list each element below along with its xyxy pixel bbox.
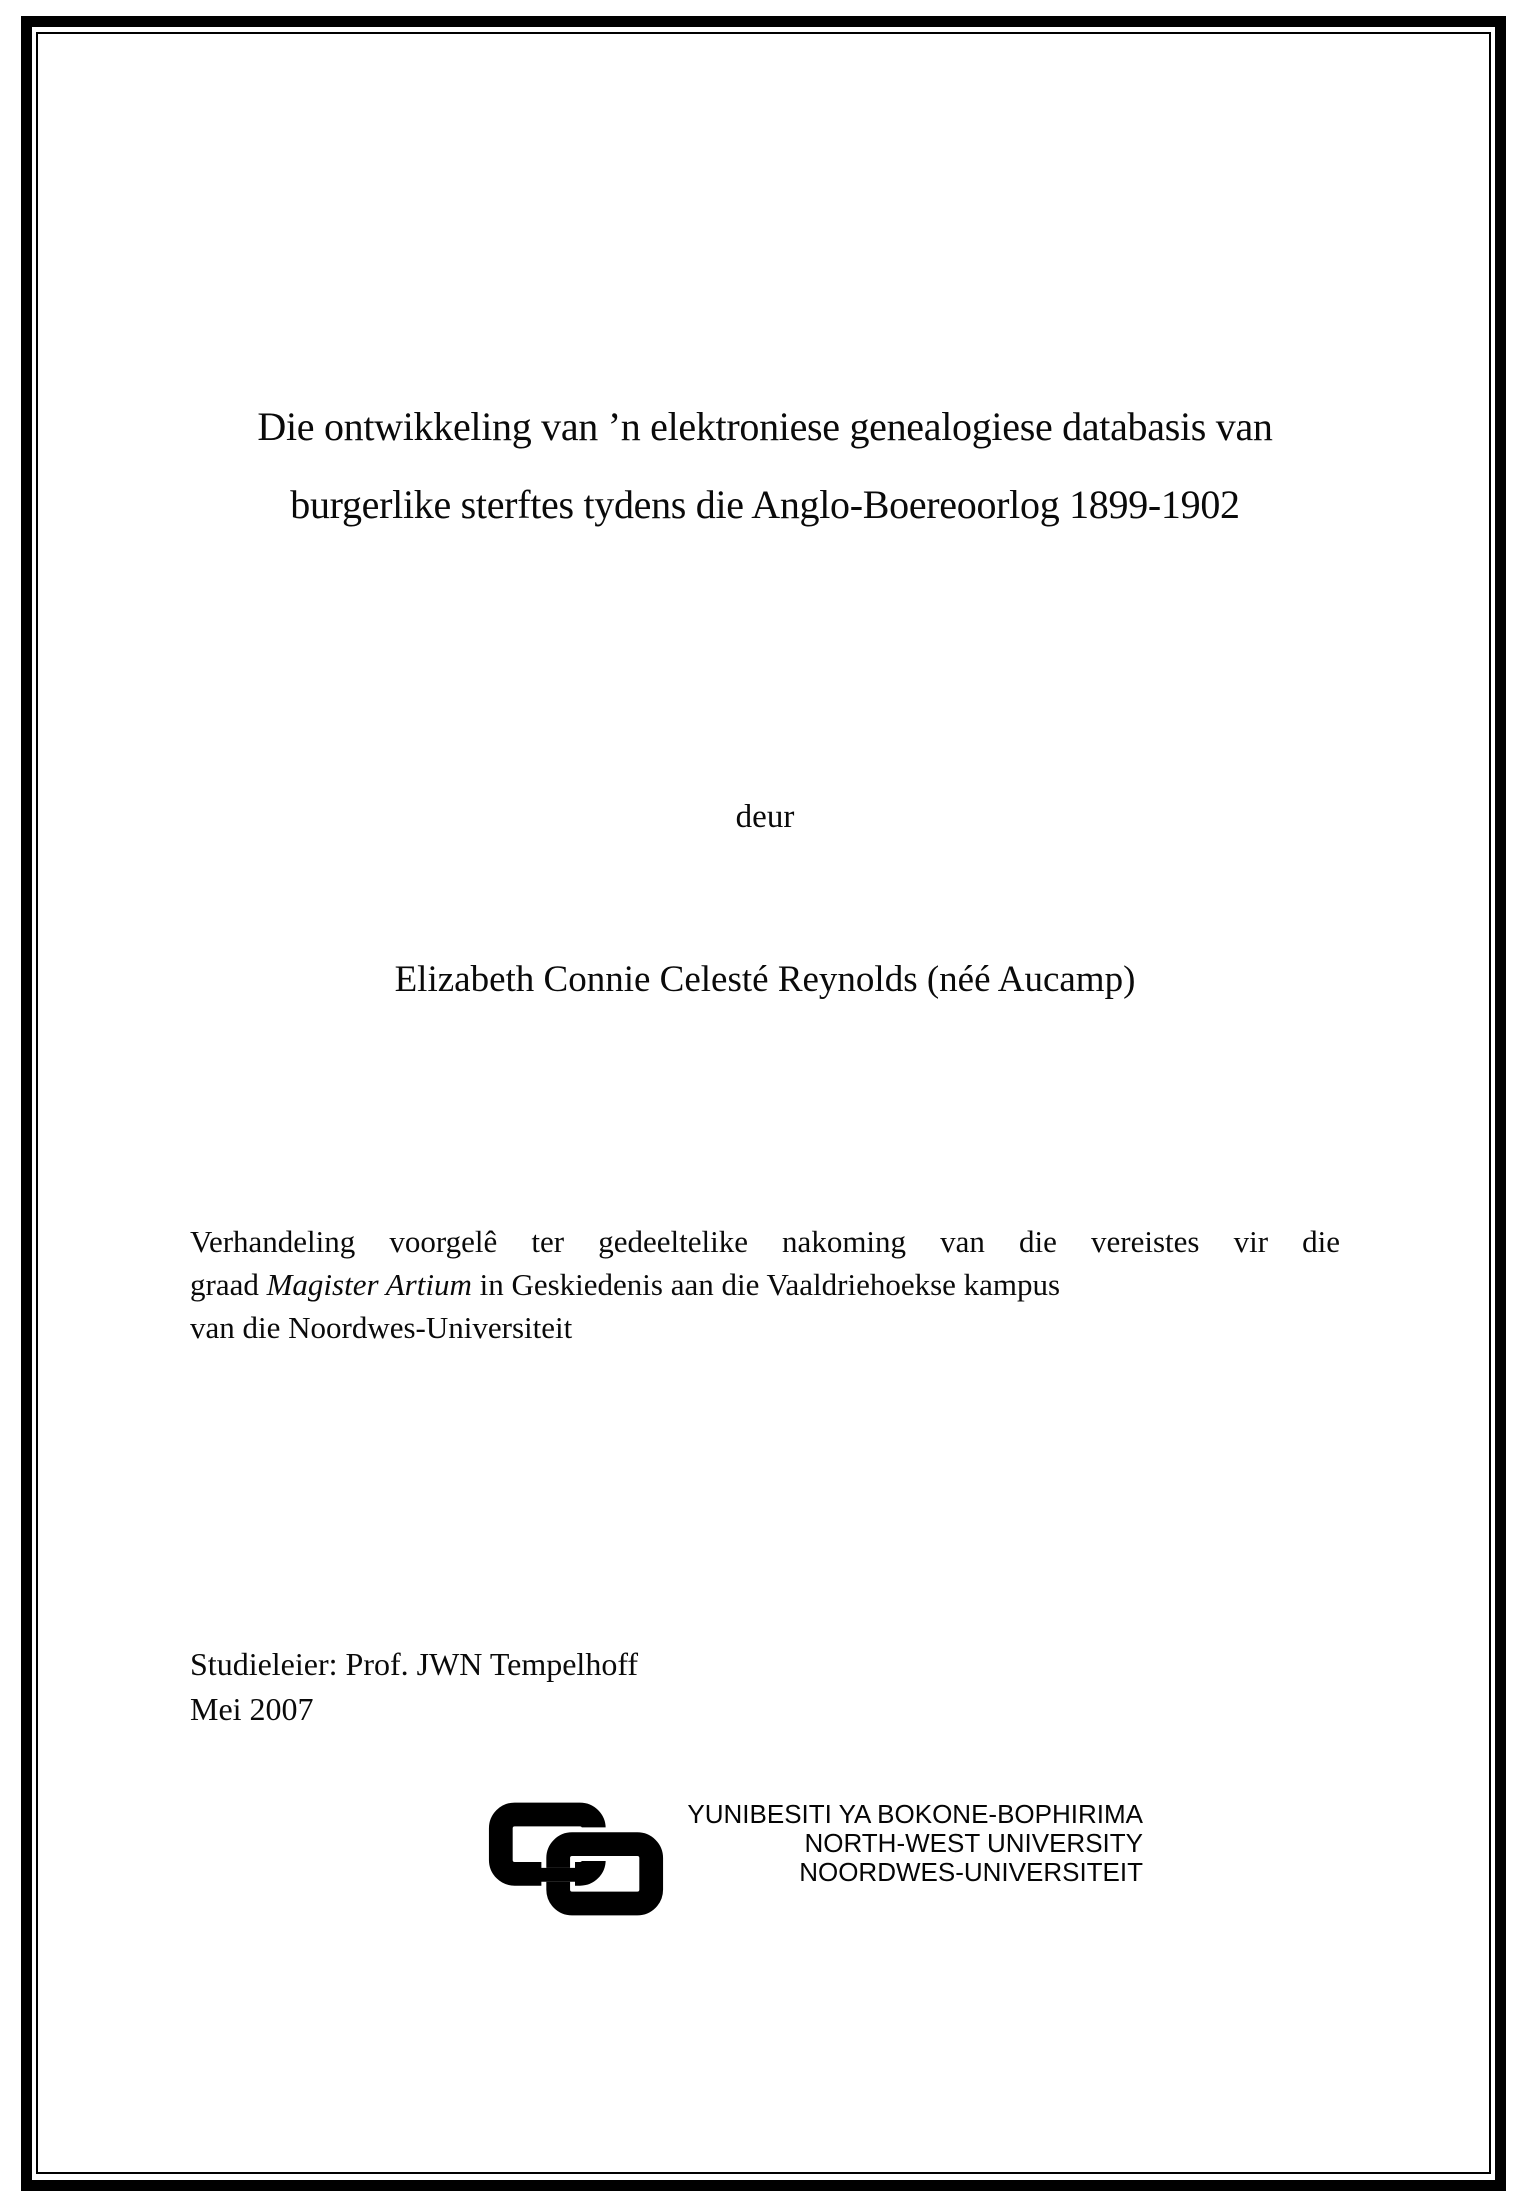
logo-text-setswana: YUNIBESITI YA BOKONE-BOPHIRIMA: [687, 1799, 1143, 1829]
page-title-line1: Die ontwikkeling van ’n elektroniese genealogiese databasis van: [257, 404, 1273, 449]
thesis-line2-post: in Geskiedenis aan die Vaaldriehoekse kampus: [471, 1267, 1061, 1302]
thesis-statement-line1: Verhandeling voorgelê ter gedeeltelike nakoming van die vereistes vir die: [190, 1224, 1340, 1259]
supervisor-block: [190, 1642, 1340, 1732]
page-title-line2: burgerlike sterftes tydens die Anglo-Boereoorlog 1899-1902: [290, 482, 1240, 527]
thesis-statement-line3: van die Noordwes-Universiteit: [190, 1310, 573, 1345]
byline-label: deur: [735, 799, 795, 835]
date-line: Mei 2007: [190, 1691, 314, 1727]
thesis-degree-name: Magister Artium: [266, 1267, 472, 1302]
nwu-interlocked-links-icon: [483, 1796, 669, 1922]
university-logo-text: [681, 1800, 1143, 1887]
university-logo: [483, 1796, 1143, 1922]
page-title: [190, 388, 1340, 544]
supervisor-line: Studieleier: Prof. JWN Tempelhoff: [190, 1646, 639, 1682]
author-name: Elizabeth Connie Celesté Reynolds (néé Aucamp): [394, 959, 1136, 1000]
thesis-line2-pre: graad: [190, 1267, 267, 1302]
logo-text-english: NORTH-WEST UNIVERSITY: [804, 1828, 1143, 1858]
logo-text-afrikaans: NOORDWES-UNIVERSITEIT: [799, 1857, 1143, 1887]
thesis-statement-line2: [190, 1263, 1340, 1306]
thesis-statement: [190, 1220, 1340, 1349]
